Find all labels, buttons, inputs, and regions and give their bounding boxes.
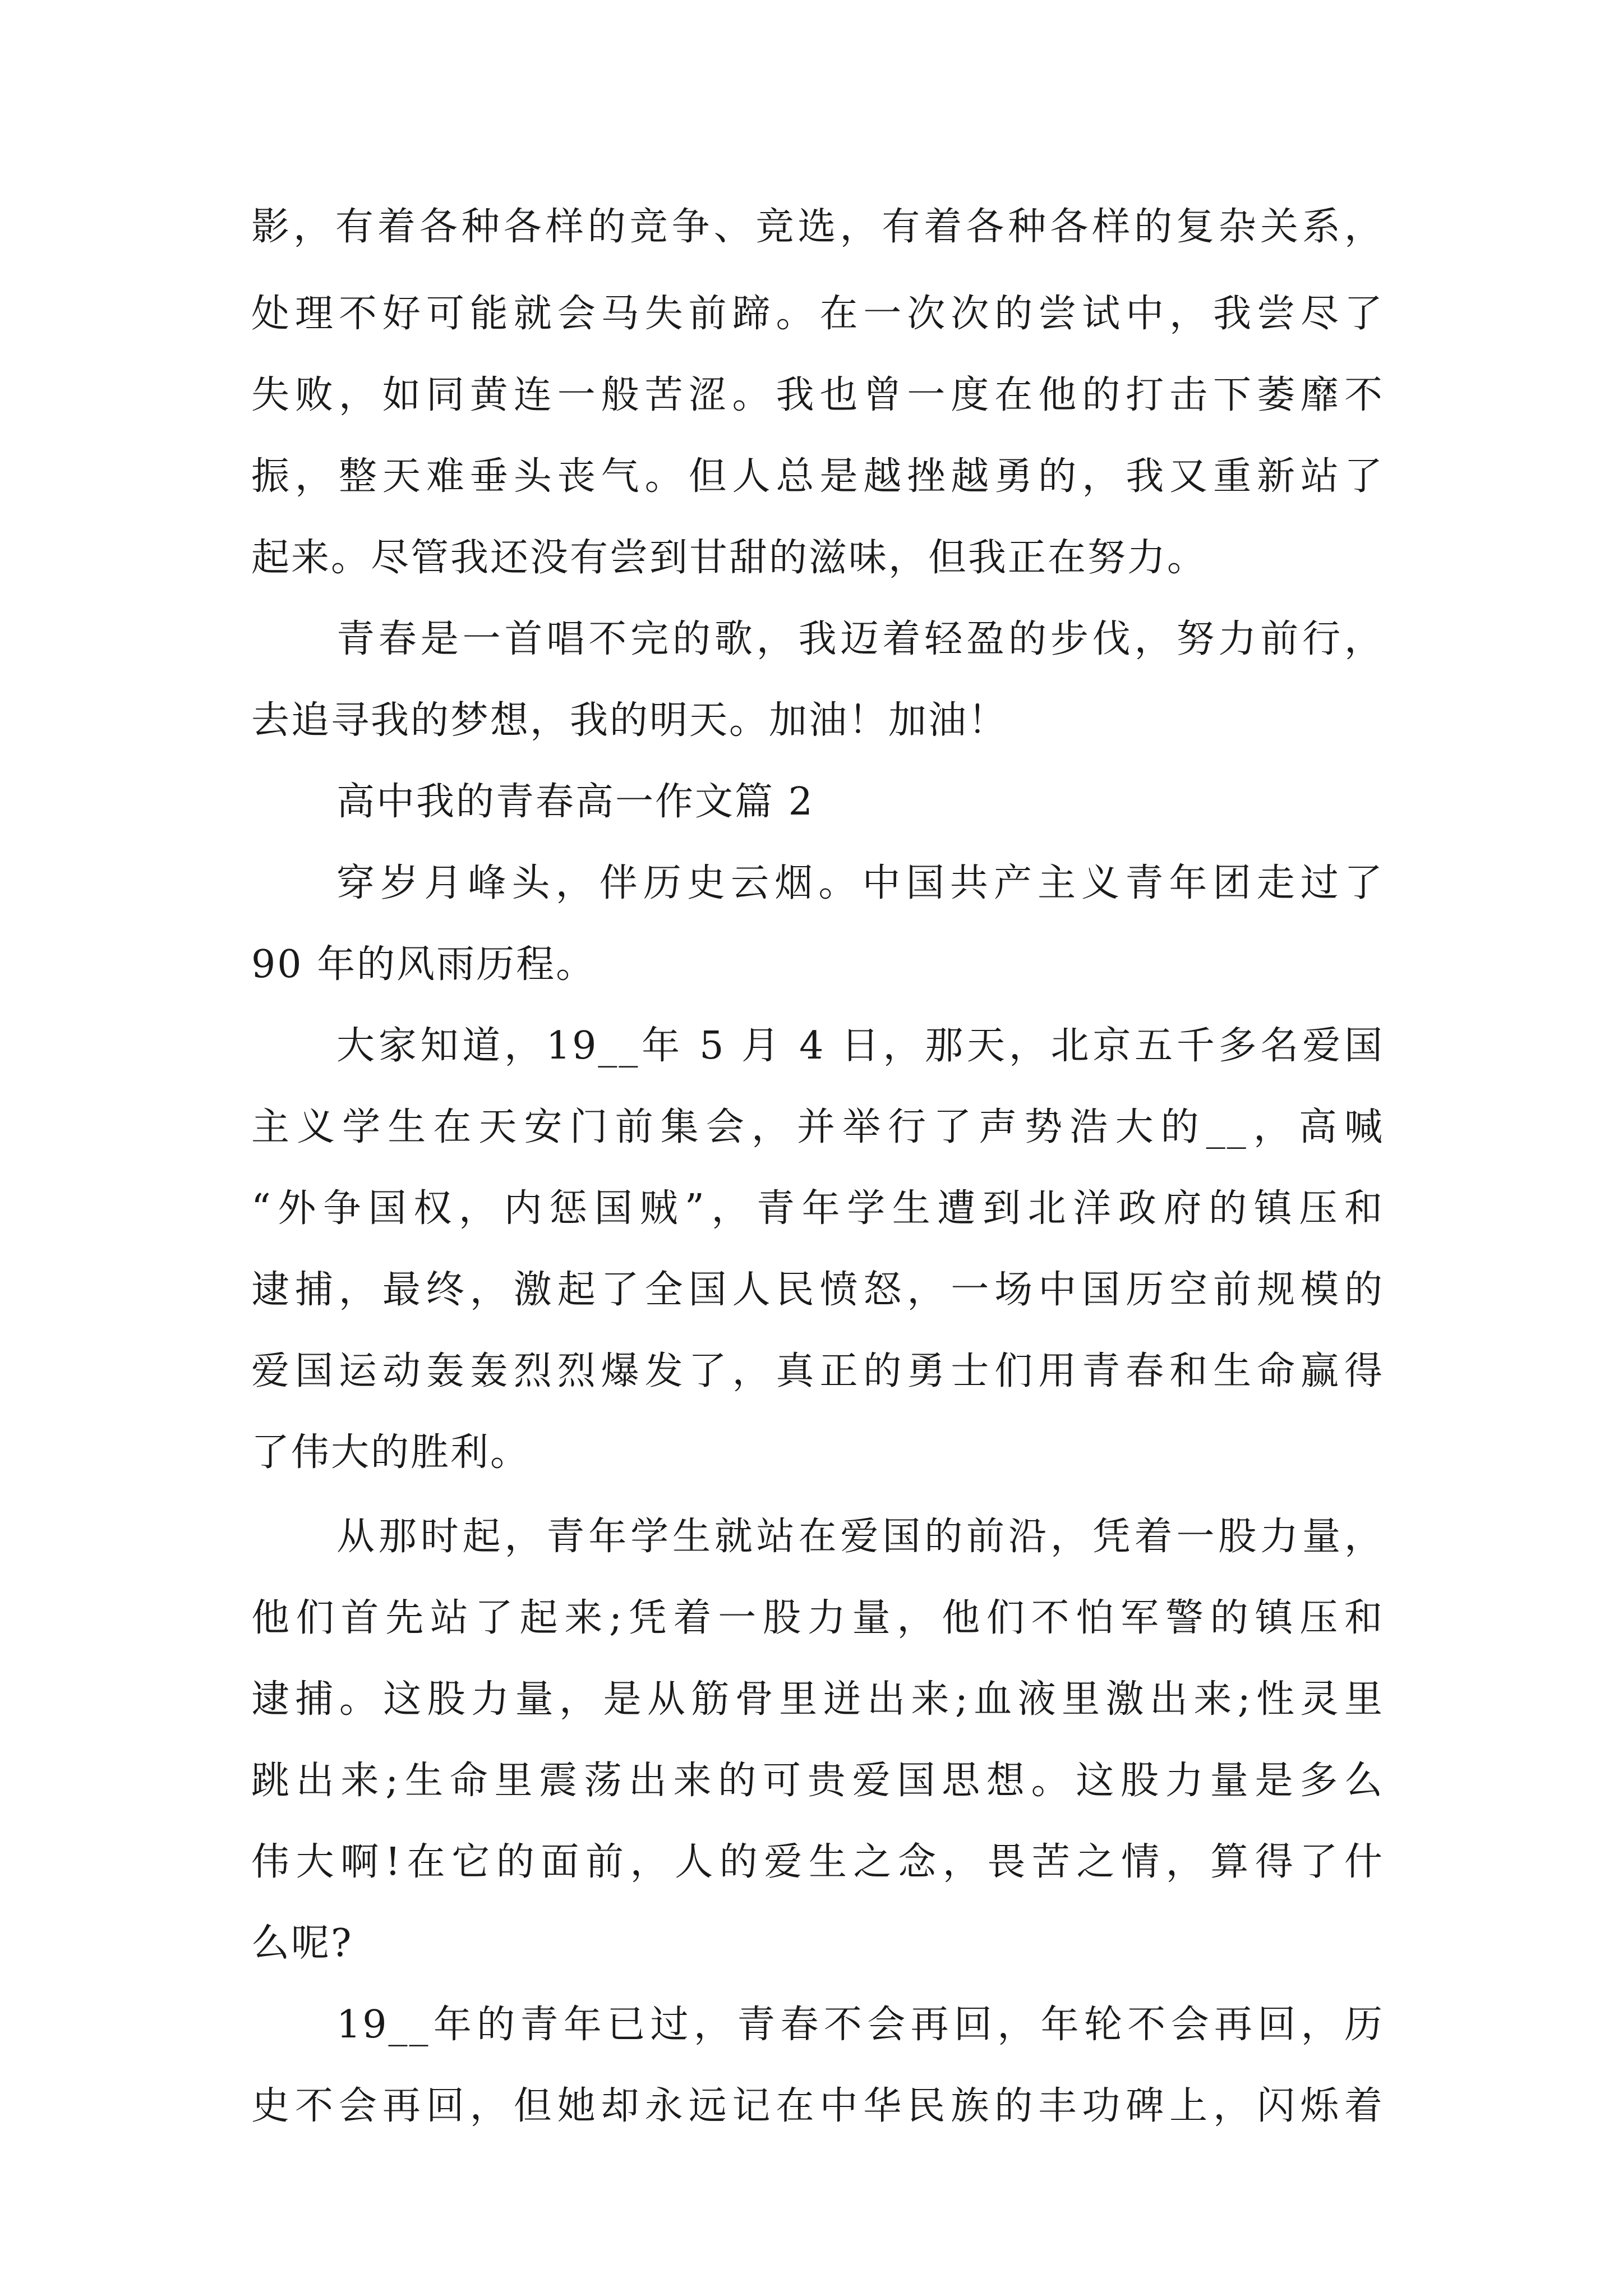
paragraph-first-line: 从那时起，青年学生就站在爱国的前沿，凭着一股力量， (336, 1515, 1384, 1559)
text-line: 影，有着各种各样的竞争、竞选，有着各种各样的复杂关系， (251, 205, 1384, 249)
text-line: “外争国权，内惩国贼”，青年学生遭到北洋政府的镇压和 (251, 1186, 1384, 1231)
text-line: 史不会再回，但她却永远记在中华民族的丰功碑上，闪烁着 (251, 2084, 1384, 2128)
text-line: 逮捕。这股力量，是从筋骨里迸出来;血液里激出来;性灵里 (251, 1677, 1384, 1722)
paragraph-first-line: 19__年的青年已过，青春不会再回，年轮不会再回，历 (336, 2003, 1384, 2047)
text-line: 了伟大的胜利。 (251, 1430, 531, 1475)
text-line: 去追寻我的梦想，我的明天。加油！加油！ (251, 698, 1008, 743)
text-line: 主义学生在天安门前集会，并举行了声势浩大的__，高喊 (251, 1105, 1384, 1149)
text-line: 振，整天难垂头丧气。但人总是越挫越勇的，我又重新站了 (251, 454, 1384, 499)
text-line: 爱国运动轰轰烈烈爆发了，真正的勇士们用青春和生命赢得 (251, 1349, 1384, 1393)
text-line: 伟大啊!在它的面前，人的爱生之念，畏苦之情，算得了什 (251, 1840, 1384, 1884)
text-line: 起来。尽管我还没有尝到甘甜的滋味，但我正在努力。 (251, 536, 1207, 580)
text-line: 失败，如同黄连一般苦涩。我也曾一度在他的打击下萎靡不 (251, 373, 1384, 417)
paragraph-first-line: 大家知道，19__年 5 月 4 日，那天，北京五千多名爱国 (336, 1024, 1384, 1068)
text-line: 逮捕，最终，激起了全国人民愤怒，一场中国历空前规模的 (251, 1268, 1384, 1312)
paragraph-first-line: 青春是一首唱不完的歌，我迈着轻盈的步伐，努力前行， (336, 617, 1384, 661)
text-line: 跳出来;生命里震荡出来的可贵爱国思想。这股力量是多么 (251, 1759, 1384, 1803)
section-heading: 高中我的青春高一作文篇 2 (336, 780, 814, 824)
text-line: 他们首先站了起来;凭着一股力量，他们不怕军警的镇压和 (251, 1596, 1384, 1640)
paragraph-first-line: 穿岁月峰头，伴历史云烟。中国共产主义青年团走过了 (336, 861, 1384, 905)
text-line: 么呢? (251, 1921, 353, 1966)
text-line: 处理不好可能就会马失前蹄。在一次次的尝试中，我尝尽了 (251, 292, 1384, 336)
text-line: 90 年的风雨历程。 (251, 942, 596, 987)
